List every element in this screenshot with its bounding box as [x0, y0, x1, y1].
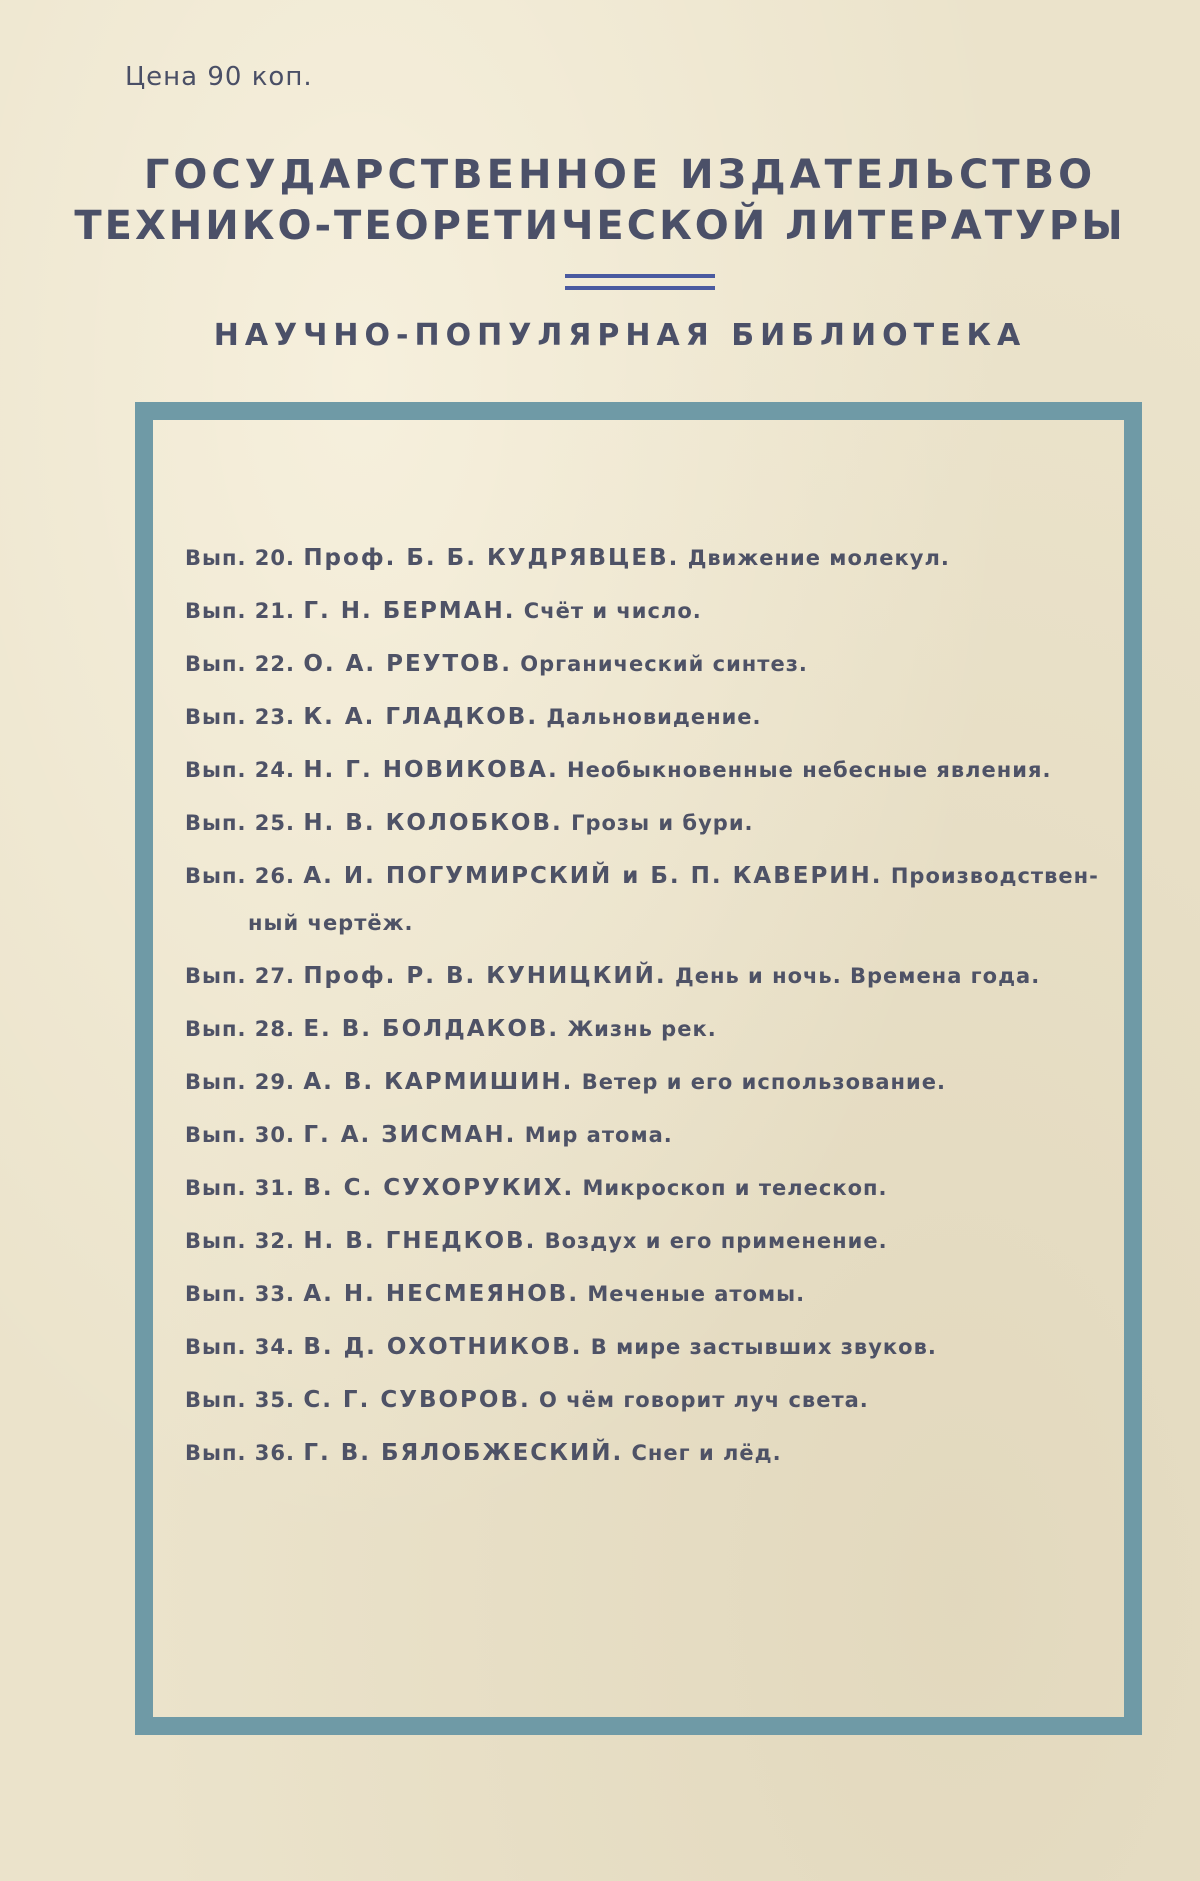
issue-title: Необыкновенные небесные явления. [567, 758, 1052, 782]
issue-title: День и ночь. Времена года. [675, 964, 1041, 988]
list-item [185, 598, 1085, 624]
issue-title: Счёт и число. [523, 599, 702, 623]
issue-author: О. А. РЕУТОВ. [303, 651, 512, 677]
list-item [185, 1334, 1085, 1360]
publisher-name-line-1: ГОСУДАРСТВЕННОЕ ИЗДАТЕЛЬСТВО [143, 152, 1097, 198]
issue-number: Вып. 31. [185, 1176, 295, 1200]
issue-title: Движение молекул. [687, 546, 950, 570]
issue-title: Органический синтез. [520, 652, 808, 676]
issue-number: Вып. 23. [185, 705, 295, 729]
issue-title: Мир атома. [524, 1123, 673, 1147]
issue-author: Н. В. ГНЕДКОВ. [303, 1228, 537, 1254]
issue-number: Вып. 21. [185, 599, 295, 623]
issue-title: Производствен- [890, 864, 1099, 888]
list-item [185, 757, 1085, 783]
issue-author: Г. Н. БЕРМАН. [303, 598, 516, 624]
list-item [185, 1281, 1085, 1307]
issue-number: Вып. 24. [185, 758, 295, 782]
price-label: Цена 90 коп. [125, 62, 313, 92]
list-item [185, 1122, 1085, 1148]
list-item [185, 1175, 1085, 1201]
issue-number: Вып. 34. [185, 1335, 295, 1359]
issue-title: Воздух и его применение. [544, 1229, 888, 1253]
issue-author: Проф. Р. В. КУНИЦКИЙ. [303, 963, 667, 989]
issue-title: Жизнь рек. [567, 1017, 717, 1041]
list-item [185, 545, 1085, 571]
issue-title: Грозы и бури. [571, 811, 754, 835]
issue-number: Вып. 35. [185, 1388, 295, 1412]
issue-number: Вып. 22. [185, 652, 295, 676]
series-title: НАУЧНО-ПОПУЛЯРНАЯ БИБЛИОТЕКА [213, 318, 1027, 353]
issue-title-continuation: ный чертёж. [248, 911, 414, 935]
issue-number: Вып. 29. [185, 1070, 295, 1094]
issue-number: Вып. 25. [185, 811, 295, 835]
issue-title: Дальновидение. [546, 705, 762, 729]
list-item [185, 863, 1099, 936]
list-item [185, 1440, 1085, 1466]
list-item [185, 1016, 1085, 1042]
issue-number: Вып. 27. [185, 964, 295, 988]
issue-author: Н. Г. НОВИКОВА. [303, 757, 559, 783]
list-item [185, 810, 1085, 836]
issue-author: Н. В. КОЛОБКОВ. [303, 810, 563, 836]
issue-title: Меченые атомы. [587, 1282, 806, 1306]
issue-number: Вып. 30. [185, 1123, 295, 1147]
issue-number: Вып. 20. [185, 546, 295, 570]
issue-author: Проф. Б. Б. КУДРЯВЦЕВ. [303, 545, 680, 571]
double-rule-bottom [565, 286, 715, 290]
issue-number: Вып. 28. [185, 1017, 295, 1041]
issue-author: Г. А. ЗИСМАН. [303, 1122, 517, 1148]
issue-list [185, 545, 1099, 1493]
issue-author: А. В. КАРМИШИН. [303, 1069, 574, 1095]
publisher-name-line-2: ТЕХНИКО-ТЕОРЕТИЧЕСКОЙ ЛИТЕРАТУРЫ [74, 203, 1126, 249]
issue-author: В. С. СУХОРУКИХ. [303, 1175, 575, 1201]
list-item [185, 963, 1085, 989]
list-item [185, 1387, 1085, 1413]
issue-title: В мире застывших звуков. [590, 1335, 937, 1359]
issue-author: В. Д. ОХОТНИКОВ. [303, 1334, 583, 1360]
issue-author: А. И. ПОГУМИРСКИЙ и Б. П. КАВЕРИН. [303, 863, 883, 889]
list-item [185, 1228, 1085, 1254]
list-item [185, 1069, 1085, 1095]
list-item [185, 704, 1085, 730]
issue-author: А. Н. НЕСМЕЯНОВ. [303, 1281, 580, 1307]
issue-number: Вып. 26. [185, 864, 295, 888]
issue-author: Г. В. БЯЛОБЖЕСКИЙ. [303, 1440, 624, 1466]
issue-title: Микроскоп и телескоп. [582, 1176, 888, 1200]
list-item [185, 651, 1085, 677]
double-rule-top [565, 274, 715, 278]
issue-number: Вып. 33. [185, 1282, 295, 1306]
issue-author: Е. В. БОЛДАКОВ. [303, 1016, 560, 1042]
issue-author: С. Г. СУВОРОВ. [303, 1387, 531, 1413]
issue-author: К. А. ГЛАДКОВ. [303, 704, 539, 730]
issue-title: Ветер и его использование. [581, 1070, 946, 1094]
issue-title: Снег и лёд. [631, 1441, 782, 1465]
issue-number: Вып. 36. [185, 1441, 295, 1465]
issue-number: Вып. 32. [185, 1229, 295, 1253]
issue-title: О чём говорит луч света. [539, 1388, 869, 1412]
